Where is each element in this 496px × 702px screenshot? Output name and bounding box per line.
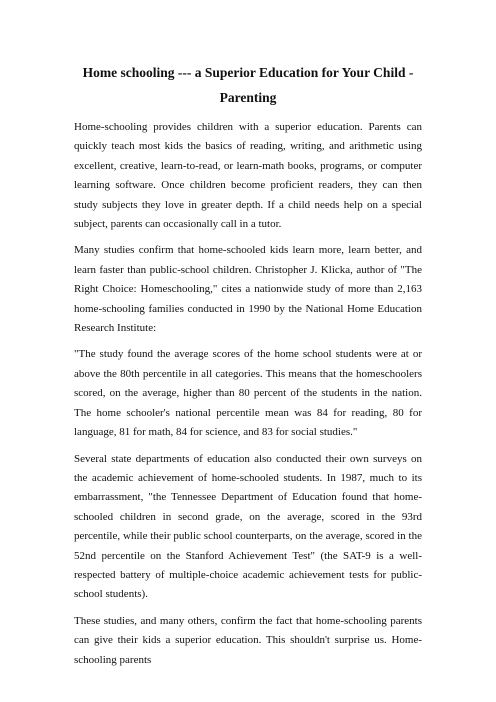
document-page (74, 60, 422, 670)
document-title: Home schooling --- a Superior Education for Your Child - Parenting (82, 65, 414, 105)
paragraph-3-quote: "The study found the average scores of the home school students were at or above the 80th percentile in all categories. This means that the homeschoolers scored, on the average, higher than 80 percent of the students in the nation. The home schooler's national percentile mean was 84 for reading, 80 for language, 81 for math, 84 for science, and 83 for social studies." (74, 348, 422, 439)
paragraph-1: Home-schooling provides children with a superior education. Parents can quickly teach most kids the basics of reading, writing, and arithmetic using excellent, creative, learn-to-read, or learn-math books, programs, or computer learning software. Once children become proficient readers, they can then study subjects they love in greater depth. If a child needs help on a special subject, parents can occasionally call in a tutor. (74, 121, 422, 231)
paragraph-5: These studies, and many others, confirm the fact that home-schooling parents can give their kids a superior education. This shouldn't surprise us. Home-schooling parents (74, 614, 422, 666)
paragraph-2: Many studies confirm that home-schooled kids learn more, learn better, and learn faster than public-school children. Christopher J. Klicka, author of "The Right Choice: Homeschooling," cites a nationwide study of more than 2,163 home-schooling families conducted in 1990 by the National Home Education Research Institute: (74, 244, 422, 335)
paragraph-4: Several state departments of education also conducted their own surveys on the academic achievement of home-schooled students. In 1987, much to its embarrassment, "the Tennessee Department of Education found that home-schooled children in second grade, on the average, scored in the 93rd percentile, while their public school counterparts, on the average, scored in the 52nd percentile on the Stanford Achievement Test" (the SAT-9 is a well-respected battery of multiple-choice academic achievement tests for public-school students). (74, 452, 422, 601)
